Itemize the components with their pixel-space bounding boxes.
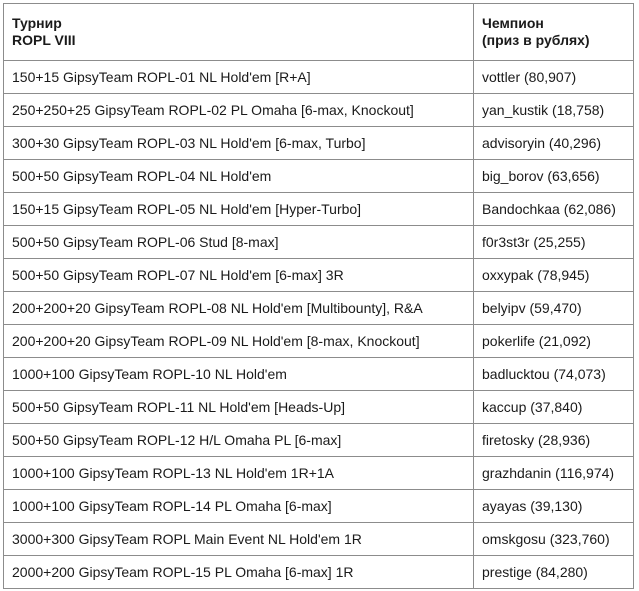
champion-cell: oxxypak (78,945) [474,259,634,292]
tournament-cell: 500+50 GipsyTeam ROPL-11 NL Hold'em [Heads-Up] [4,391,474,424]
table-row [4,127,634,160]
tournament-cell: 1000+100 GipsyTeam ROPL-14 PL Omaha [6-max] [4,490,474,523]
header-tournament [4,4,474,61]
champion-cell: advisoryin (40,296) [474,127,634,160]
table-row [4,325,634,358]
table-row [4,193,634,226]
table-row [4,94,634,127]
champion-cell: Bandochkaa (62,086) [474,193,634,226]
table-row [4,226,634,259]
tournament-cell: 500+50 GipsyTeam ROPL-12 H/L Omaha PL [6-max] [4,424,474,457]
champion-cell: badlucktou (74,073) [474,358,634,391]
header-champion [474,4,634,61]
tournament-results-table [3,3,634,589]
header-champion-line-1: Чемпион [482,15,544,31]
table-row [4,490,634,523]
results-table-container [3,3,634,589]
champion-cell: yan_kustik (18,758) [474,94,634,127]
tournament-cell: 1000+100 GipsyTeam ROPL-13 NL Hold'em 1R+1A [4,457,474,490]
header-tournament-line-1: Турнир [12,15,62,31]
table-row [4,292,634,325]
champion-cell: firetosky (28,936) [474,424,634,457]
tournament-cell: 500+50 GipsyTeam ROPL-04 NL Hold'em [4,160,474,193]
header-champion-line-2: (приз в рублях) [482,32,590,48]
tournament-cell: 500+50 GipsyTeam ROPL-07 NL Hold'em [6-max] 3R [4,259,474,292]
champion-cell: kaccup (37,840) [474,391,634,424]
champion-cell: prestige (84,280) [474,556,634,589]
champion-cell: ayayas (39,130) [474,490,634,523]
tournament-cell: 300+30 GipsyTeam ROPL-03 NL Hold'em [6-max, Turbo] [4,127,474,160]
tournament-cell: 200+200+20 GipsyTeam ROPL-09 NL Hold'em [8-max, Knockout] [4,325,474,358]
tournament-cell: 1000+100 GipsyTeam ROPL-10 NL Hold'em [4,358,474,391]
champion-cell: f0r3st3r (25,255) [474,226,634,259]
table-row [4,523,634,556]
tournament-cell: 150+15 GipsyTeam ROPL-05 NL Hold'em [Hyper-Turbo] [4,193,474,226]
champion-cell: omskgosu (323,760) [474,523,634,556]
table-row [4,160,634,193]
tournament-cell: 3000+300 GipsyTeam ROPL Main Event NL Hold'em 1R [4,523,474,556]
table-row [4,259,634,292]
champion-cell: belyipv (59,470) [474,292,634,325]
champion-cell: big_borov (63,656) [474,160,634,193]
table-row [4,391,634,424]
tournament-cell: 200+200+20 GipsyTeam ROPL-08 NL Hold'em [Multibounty], R&A [4,292,474,325]
header-row [4,4,634,61]
table-row [4,457,634,490]
tournament-cell: 150+15 GipsyTeam ROPL-01 NL Hold'em [R+A] [4,61,474,94]
champion-cell: pokerlife (21,092) [474,325,634,358]
header-tournament-line-2: ROPL VIII [12,32,76,48]
tournament-cell: 250+250+25 GipsyTeam ROPL-02 PL Omaha [6-max, Knockout] [4,94,474,127]
table-row [4,556,634,589]
table-row [4,424,634,457]
tournament-cell: 500+50 GipsyTeam ROPL-06 Stud [8-max] [4,226,474,259]
table-row [4,358,634,391]
tournament-cell: 2000+200 GipsyTeam ROPL-15 PL Omaha [6-max] 1R [4,556,474,589]
champion-cell: grazhdanin (116,974) [474,457,634,490]
champion-cell: vottler (80,907) [474,61,634,94]
table-row [4,61,634,94]
